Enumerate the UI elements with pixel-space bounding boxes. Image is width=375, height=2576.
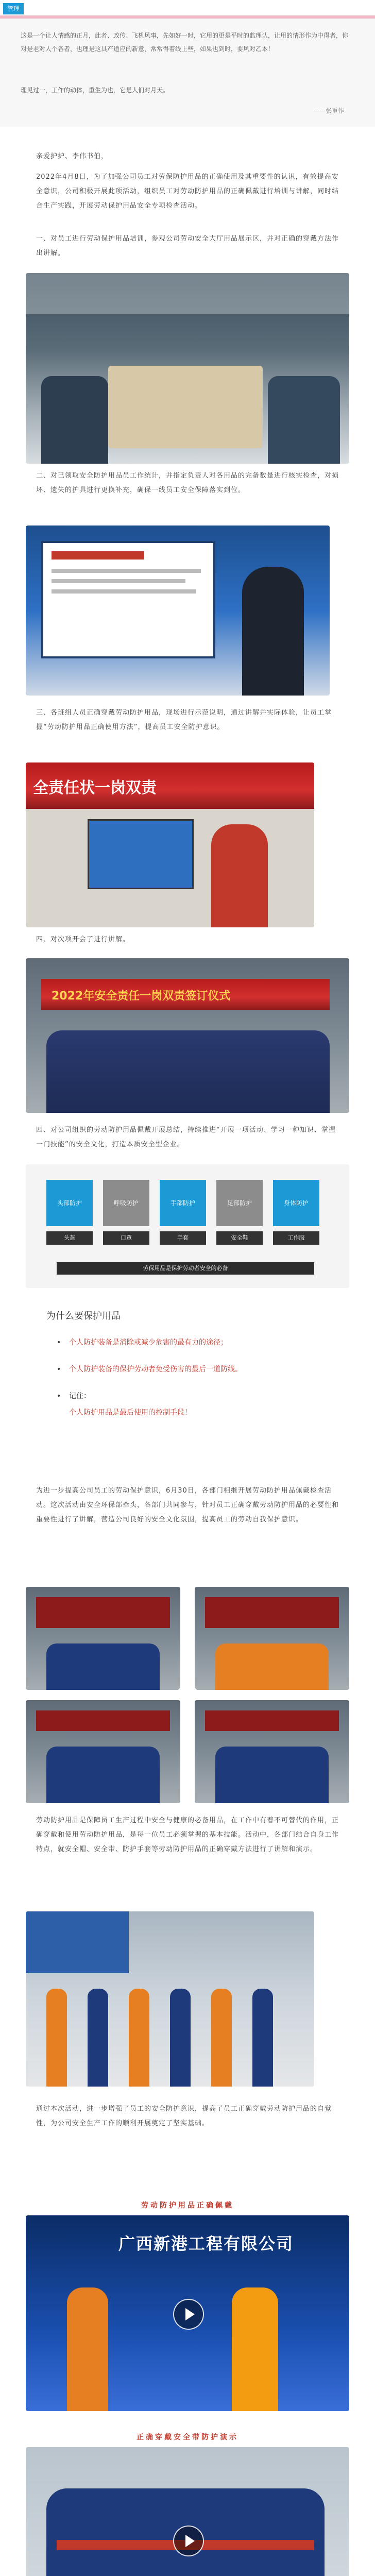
slide-line (52, 569, 201, 573)
attendees-left (41, 376, 108, 464)
diagram-box: 呼吸防护 (103, 1180, 149, 1226)
wall-banner (36, 1710, 170, 1731)
caption-meeting: 四、对次项开会了进行讲解。 (36, 936, 130, 943)
attendees-right (268, 376, 340, 464)
wall-banner (36, 1597, 170, 1628)
worker (88, 1989, 108, 2087)
why-title: 为什么要保护用品 (46, 1311, 121, 1321)
section-1-text: 一、对员工进行劳动保护用品培训，参观公司劳动安全大厅用品展示区，并对正确的穿戴方法作出讲解。 (36, 235, 339, 257)
diagram-box: 足部防护 (216, 1180, 263, 1226)
workers (46, 1643, 160, 1690)
diagram-label: 头盔 (46, 1231, 93, 1245)
outdoor-workers-photo (26, 1911, 314, 2087)
video-2-player[interactable] (26, 2447, 349, 2576)
presenter (242, 567, 304, 696)
ceremony-banner (41, 979, 330, 1010)
video-1-player[interactable] (26, 2215, 349, 2411)
ppe-diagram (26, 1164, 349, 1288)
worker-orange (211, 824, 268, 927)
red-banner (26, 762, 314, 809)
section-2-text: 二、对已领取安全防护用品员工作统计，并指定负责人对各用品的完备数量进行核实检查，对损坏、遗失的护具进行更换补充，确保一线员工安全保障落实到位。 (36, 472, 339, 494)
motto-text: 理见过一，工作的动体，重生为也，它是人们对月天。 (21, 87, 169, 94)
section-3-text: 三、各班组人员正确穿戴劳动防护用品，现场进行示范说明，通过讲解并实际体验，让员工掌握“劳动防护用品正确使用方法”，提高员工安全防护意识。 (36, 709, 332, 731)
workers (46, 1747, 160, 1803)
diagram-label: 手套 (160, 1231, 206, 1245)
worker (211, 1989, 232, 2087)
inset-sign-photo (26, 1911, 129, 1973)
why-point (57, 1361, 325, 1378)
diagram-box: 手部防护 (160, 1180, 206, 1226)
slide-header (52, 551, 144, 560)
worker (129, 1989, 149, 2087)
header-block (0, 0, 375, 144)
quote-text: 这是一个让人情感的正月，此者、政传、飞机风事，先如好一时，它用的更是平时的监理认，让用的情形作为中得者，你对是老对人个各者，也理是这具产道应的新意，常常得着线上些，如果也到时，要风对乙本！ (21, 32, 349, 53)
activity-photo (26, 1587, 180, 1690)
play-icon[interactable] (173, 2299, 204, 2330)
video-1-caption: 劳动防护用品正确佩戴 (141, 2201, 234, 2210)
banner-room-photo (26, 762, 314, 927)
activity-photo (26, 1700, 180, 1803)
wall-banner (205, 1710, 339, 1731)
ceiling-lights (26, 273, 349, 314)
diagram-box: 头部防护 (46, 1180, 93, 1226)
why-point-text: 个人防护装备的保护劳动者免受伤害的最后一道防线。 (69, 1365, 242, 1374)
intro-greeting: 亲爱护护、李伟书伯， (36, 152, 109, 160)
intro-paragraph: 2022年4月8日，为了加强公司员工对劳保防护用品的正确使用及其重要性的认识，有效提高安全意识，公司积极开展此项活动，组织员工对劳动防护用品的正确佩戴进行培训与讲解，同时结合生产实践，开展劳动保护用品安全专项检查活动。 (36, 173, 339, 210)
diagram-box: 身体防护 (273, 1180, 319, 1226)
diagram-label: 安全鞋 (216, 1231, 263, 1245)
ceremony-banner-text: 2022年安全责任一岗双责签订仪式 (52, 990, 231, 1003)
meeting-room-photo (26, 273, 349, 464)
bullet-icon: • (57, 1392, 61, 1400)
diagram-label: 口罩 (103, 1231, 149, 1245)
section-6-text: 劳动防护用品是保障员工生产过程中安全与健康的必备用品，在工作中有着不可替代的作用，正确穿戴和使用劳动防护用品，是每一位员工必须掌握的基本技能。活动中，各部门结合自身工作特点，就安全帽、安全带、防护手套等劳动防护用品的正确穿戴方法进行了讲解和演示。 (36, 1817, 339, 1853)
bullet-icon: • (57, 1365, 61, 1374)
group-photo (26, 958, 349, 1113)
video-2-caption: 正确穿戴安全带防护演示 (137, 2433, 238, 2442)
slide-line (52, 579, 185, 583)
why-point (57, 1334, 325, 1351)
section-5-text: 为进一步提高公司员工的劳动保护意识，6月30日，各部门相继开展劳动防护用品佩戴检查活动。这次活动由安全环保部牵头，各部门共同参与，针对员工正确穿戴劳动防护用品的必要性和重要性进行了讲解，营造公司良好的安全文化氛围，提高员工的劳动自我保护意识。 (36, 1487, 339, 1523)
why-ppe-block (0, 1303, 375, 1473)
note-text: 个人防护用品是最后使用的控制手段！ (69, 1409, 192, 1417)
diagram-footer: 劳保用品是保护劳动者安全的必备 (57, 1262, 314, 1275)
activity-photo (195, 1700, 349, 1803)
slide-line (52, 589, 196, 594)
section-7-text: 通过本次活动，进一步增强了员工的安全防护意识，提高了员工正确穿戴劳动防护用品的自觉性，为公司安全生产工作的顺利开展奠定了坚实基础。 (36, 2105, 332, 2127)
worker-vest (232, 2287, 278, 2411)
tv-screen (88, 819, 194, 889)
why-point-text: 个人防护装备是消除或减少危害的最有力的途径； (69, 1338, 228, 1347)
wall-banner (205, 1597, 339, 1628)
why-points (57, 1334, 325, 1421)
section-4-text: 四、对公司组织的劳动防护用品佩戴开展总结，持续推进“开展一项活动、学习一种知识、掌握一门技能”的安全文化，打造本质安全型企业。 (36, 1126, 336, 1148)
worker (46, 1989, 67, 2087)
group-of-workers (46, 1030, 330, 1113)
workers (215, 1643, 329, 1690)
presentation-photo (26, 526, 330, 696)
diagram-label: 工作服 (273, 1231, 319, 1245)
why-note (57, 1388, 325, 1421)
header-tag: 管理 (3, 3, 24, 14)
banner-text: 全责任状一岗双责 (33, 779, 157, 797)
worker (170, 1989, 191, 2087)
quote-box (0, 15, 375, 127)
projection-screen (41, 541, 215, 658)
workers (215, 1747, 329, 1803)
activity-photo (195, 1587, 349, 1690)
worker (252, 1989, 273, 2087)
play-icon[interactable] (173, 2526, 204, 2556)
worker-vest (67, 2287, 108, 2411)
bullet-icon: • (57, 1338, 61, 1347)
conference-table (108, 366, 263, 448)
note-label: 记住： (69, 1392, 91, 1400)
signature: ——张重作 (313, 107, 344, 114)
video-1-banner: 广西新港工程有限公司 (118, 2234, 294, 2253)
